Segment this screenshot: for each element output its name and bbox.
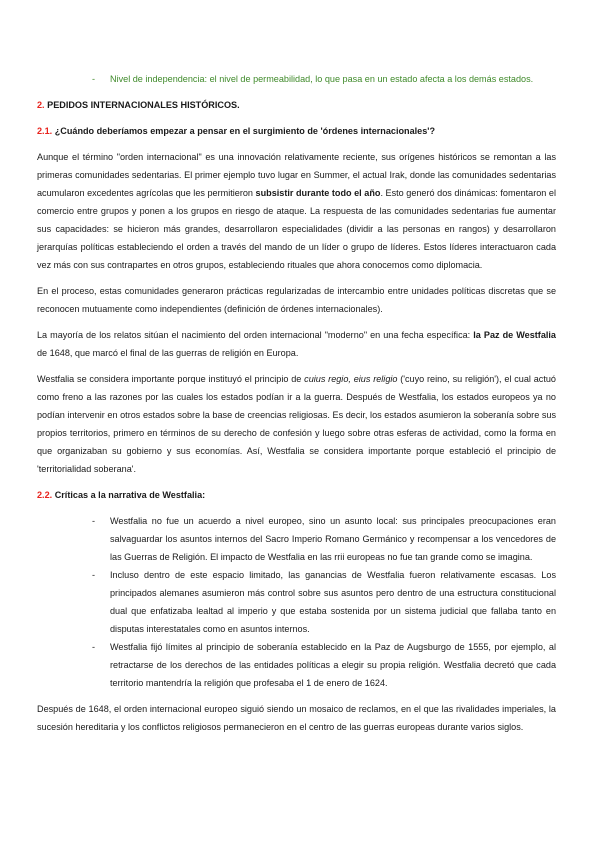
list-item	[37, 638, 556, 692]
text: . Esto generó dos dinámicas: fomentaron el comercio entre grupos y ponen a los grupos en riesgo de ataque. La respuesta de las comunidades sedentarias fue aumentar sus capacidades: se hicieron más grandes, desarrollaron especialidades (dividir a las personas en rangos) y desarrollaron jerarquías políticas estableciendo el orden a través del mando de un líder o grupo de líderes. Estos líderes interactuaron cada vez más con sus contrapartes en otros grupos, estableciendo rituales que ahora conocemos como diplomacia.	[37, 188, 556, 270]
bullet-text: Westfalia no fue un acuerdo a nivel europeo, sino un asunto local: sus principales preocupaciones eran salvaguardar los asuntos internos del Sacro Imperio Romano Germánico y recompensar a los vencedores de las Guerras de Religión. El impacto de Westfalia en las rrii europeas no fue tan grande como se imagina.	[110, 516, 556, 562]
section-heading-2	[37, 96, 556, 114]
paragraph-westphalia-importance	[37, 370, 556, 478]
independence-bullet-list	[37, 70, 556, 88]
list-item	[37, 566, 556, 638]
document-page	[37, 70, 556, 744]
text: Westfalia se considera importante porque instituyó el principio de	[37, 374, 305, 384]
critiques-list	[37, 512, 556, 692]
text: Aunque el término "orden internacional" es una innovación relativamente reciente, sus orígenes históricos se remontan a las primeras comunidades sedentarias. El primer ejemplo tuvo lugar en Summer, el actual Irak, donde las comunidades sedentarias acumularon excedentes agrícolas que les permitieron	[37, 152, 556, 198]
bullet-text: Incluso dentro de este espacio limitado, las ganancias de Westfalia fueron relativamente escasas. Los principados alemanes asumieron más control sobre sus asuntos pero dentro de una estructura constitucional dual que enfatizaba lealtad al imperio y que estaba sostenida por un sistema judicial que fallaba tanto en disputas interestatales como en asuntos internos.	[110, 570, 556, 634]
section-heading-2-2	[37, 486, 556, 504]
paragraph-after-1648: Después de 1648, el orden internacional europeo siguió siendo un mosaico de reclamos, en el que las rivalidades imperiales, la sucesión hereditaria y los conflictos religiosos permanecieron en el centro de las guerras europeas durante varios siglos.	[37, 704, 556, 732]
bullet-text: Westfalia fijó límites al principio de soberanía establecido en la Paz de Augsburgo de 1555, por ejemplo, al retractarse de los derechos de las entidades políticas a elegir su propia religión. Westfalia decretó que cada territorio mantendría la religión que profesaba el 1 de enero de 1624.	[110, 642, 556, 688]
dash-bullet: -	[92, 642, 96, 652]
text: de 1648, que marcó el final de las guerras de religión en Europa.	[37, 348, 299, 358]
dash-bullet: -	[92, 570, 96, 580]
paragraph-westphalia-date	[37, 326, 556, 362]
text: La mayoría de los relatos sitúan el nacimiento del orden internacional "moderno" en una fecha específica:	[37, 330, 474, 340]
section-heading-2-1	[37, 122, 556, 140]
list-item	[37, 512, 556, 566]
bold-text: la Paz de Westfalia	[473, 330, 556, 340]
section-title: PEDIDOS INTERNACIONALES HISTÓRICOS.	[47, 100, 240, 110]
section-title: ¿Cuándo deberíamos empezar a pensar en el surgimiento de 'órdenes internacionales'?	[54, 126, 436, 136]
list-item	[37, 70, 556, 88]
paragraph-origins	[37, 148, 556, 274]
bullet-text: Nivel de independencia: el nivel de permeabilidad, lo que pasa en un estado afecta a los demás estados.	[110, 74, 534, 84]
section-title: Críticas a la narrativa de Westfalia:	[54, 490, 206, 500]
paragraph-process: En el proceso, estas comunidades generaron prácticas regularizadas de intercambio entre unidades políticas discretas que se reconocen mutuamente como independientes (definición de órdenes internacionales).	[37, 286, 556, 314]
dash-bullet: -	[92, 74, 96, 84]
bold-text: subsistir durante todo el año	[255, 188, 381, 198]
section-number: 2.	[37, 100, 45, 110]
text: ('cuyo reino, su religión'), el cual actuó como freno a las razones por las cuales los estados podían ir a la guerra. Después de Westfalia, los estados europeos ya no podían intervenir en otros estados sobre la base de creencias religiosas. Es decir, los estados asumieron la soberanía sobre sus propios territorios, primero en términos de su derecho de confesión y luego sobre otras esferas de actividad, como la forma en que organizaban su gobierno y sus economías. Así, Westfalia se considera importante porque estableció el principio de 'territorialidad soberana'.	[37, 374, 556, 474]
section-number: 2.2.	[37, 490, 53, 500]
dash-bullet: -	[92, 516, 96, 526]
section-number: 2.1.	[37, 126, 53, 136]
italic-text: cuius regio, eius religio	[304, 374, 398, 384]
